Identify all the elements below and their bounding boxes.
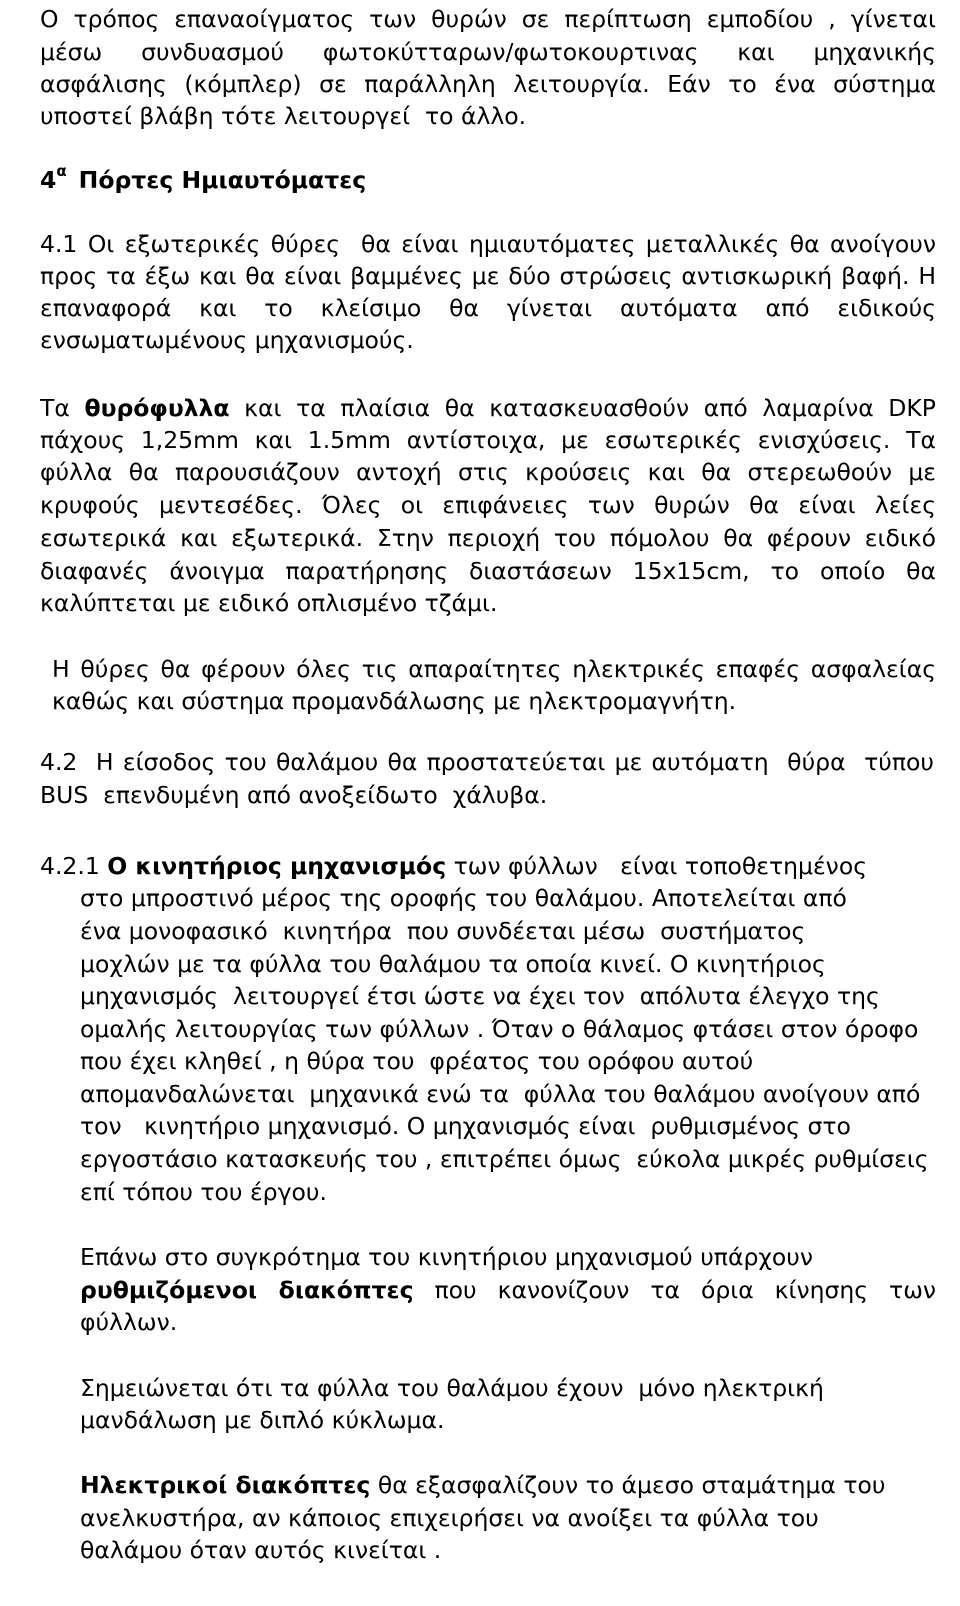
text-line: ανελκυστήρα, αν κάποιος επιχειρήσει να ανοίξει τα φύλλα του bbox=[80, 1504, 819, 1532]
text-line: υποστεί βλάβη τότε λειτουργεί το άλλο. bbox=[40, 102, 527, 130]
heading-title: Πόρτες Ημιαυτόματες bbox=[78, 166, 367, 194]
text-line: μανδάλωση με διπλό κύκλωμα. bbox=[80, 1406, 445, 1434]
text-line: επαναφορά και το κλείσιμο θα γίνεται αυτόματα από ειδικούς bbox=[40, 294, 936, 322]
text-line: μέσω συνδυασμού φωτοκύτταρων/φωτοκουρτινας και μηχανικής bbox=[40, 38, 936, 66]
text-line: ενσωματωμένους μηχανισμούς. bbox=[40, 326, 414, 354]
text-line: ένα μονοφασικό κινητήρα που συνδέεται μέσω συστήματος bbox=[80, 917, 806, 945]
text-line: μηχανισμός λειτουργεί έτσι ώστε να έχει τον απόλυτα έλεγχο της bbox=[80, 982, 880, 1010]
text-line: τον κινητήριο μηχανισμό. Ο μηχανισμός είναι ρυθμισμένος στο bbox=[80, 1112, 851, 1140]
text-line: επί τόπου του έργου. bbox=[80, 1178, 327, 1206]
text-line: καθώς και σύστημα προμανδάλωσης με ηλεκτρομαγνήτη. bbox=[52, 687, 737, 715]
text-line bbox=[80, 1470, 886, 1500]
text-run: των φύλλων είναι τοποθετημένος bbox=[446, 852, 867, 880]
text-line: εργοστάσιο κατασκευής του , επιτρέπει όμως εύκολα μικρές ρυθμίσεις bbox=[80, 1145, 929, 1173]
bold-term: Ο κινητήριος μηχανισμός bbox=[107, 852, 447, 880]
text-line bbox=[40, 851, 867, 881]
text-line: 4.2 Η είσοδος του θαλάμου θα προστατεύεται με αυτόματη θύρα τύπου bbox=[40, 748, 934, 776]
text-line: μοχλών με τα φύλλα του θαλάμου τα οποία κινεί. Ο κινητήριος bbox=[80, 950, 826, 978]
text-line: στο μπροστινό μέρος της οροφής του θαλάμου. Αποτελείται από bbox=[80, 884, 847, 912]
text-line: ασφάλισης (κόμπλερ) σε παράλληλη λειτουργία. Εάν το ένα σύστημα bbox=[40, 70, 936, 98]
heading-superscript: α bbox=[56, 162, 67, 180]
text-run: θα εξασφαλίζουν το άμεσο σταμάτημα του bbox=[370, 1471, 886, 1499]
text-line: Επάνω στο συγκρότημα του κινητήριου μηχανισμού υπάρχουν bbox=[80, 1243, 814, 1271]
text-line: φύλλων. bbox=[80, 1308, 178, 1336]
text-run: Τα bbox=[40, 394, 85, 422]
text-line: θαλάμου όταν αυτός κινείται . bbox=[80, 1536, 442, 1564]
section-heading bbox=[40, 162, 367, 195]
text-line: ομαλής λειτουργίας των φύλλων . Όταν ο θάλαμος φτάσει στον όροφο bbox=[80, 1015, 919, 1043]
text-line bbox=[80, 1275, 936, 1305]
text-line: Η θύρες θα φέρουν όλες τις απαραίτητες ηλεκτρικές επαφές ασφαλείας bbox=[52, 655, 936, 683]
text-line: 4.1 Οι εξωτερικές θύρες θα είναι ημιαυτόματες μεταλλικές θα ανοίγουν bbox=[40, 230, 936, 258]
text-line: κρυφούς μεντεσέδες. Όλες οι επιφάνειες των θυρών θα είναι λείες bbox=[40, 491, 936, 519]
text-run: και τα πλαίσια θα κατασκευασθούν από λαμαρίνα DKP bbox=[229, 394, 936, 422]
text-line: Ο τρόπος επαναοίγματος των θυρών σε περίπτωση εμποδίου , γίνεται bbox=[40, 5, 936, 33]
text-line: φύλλα θα παρουσιάζουν αντοχή στις κρούσεις και θα στερεωθούν με bbox=[40, 458, 936, 486]
text-line: διαφανές άνοιγμα παρατήρησης διαστάσεων 15x15cm, το οποίο θα bbox=[40, 557, 936, 585]
bold-term: ρυθμιζόμενοι διακόπτες bbox=[80, 1276, 414, 1304]
text-line: προς τα έξω και θα είναι βαμμένες με δύο στρώσεις αντισκωρική βαφή. Η bbox=[40, 262, 936, 290]
text-run: που κανονίζουν τα όρια κίνησης των bbox=[413, 1276, 936, 1304]
bold-term: Ηλεκτρικοί διακόπτες bbox=[80, 1471, 371, 1499]
bold-term: θυρόφυλλα bbox=[84, 394, 230, 422]
section-number: 4.2.1 bbox=[40, 852, 108, 880]
text-line bbox=[40, 393, 936, 423]
text-line: που έχει κληθεί , η θύρα του φρέατος του ορόφου αυτού bbox=[80, 1047, 754, 1075]
text-line: BUS επενδυμένη από ανοξείδωτο χάλυβα. bbox=[40, 781, 548, 809]
text-line: Σημειώνεται ότι τα φύλλα του θαλάμου έχουν μόνο ηλεκτρική bbox=[80, 1374, 824, 1402]
text-line: απομανδαλώνεται μηχανικά ενώ τα φύλλα του θαλάμου ανοίγουν από bbox=[80, 1080, 921, 1108]
text-line: καλύπτεται με ειδικό οπλισμένο τζάμι. bbox=[40, 589, 498, 617]
text-line: εσωτερικά και εξωτερικά. Στην περιοχή του πόμολου θα φέρουν ειδικό bbox=[40, 524, 936, 552]
text-line: πάχους 1,25mm και 1.5mm αντίστοιχα, με εσωτερικές ενισχύσεις. Τα bbox=[40, 426, 936, 454]
heading-number: 4 bbox=[40, 166, 57, 194]
